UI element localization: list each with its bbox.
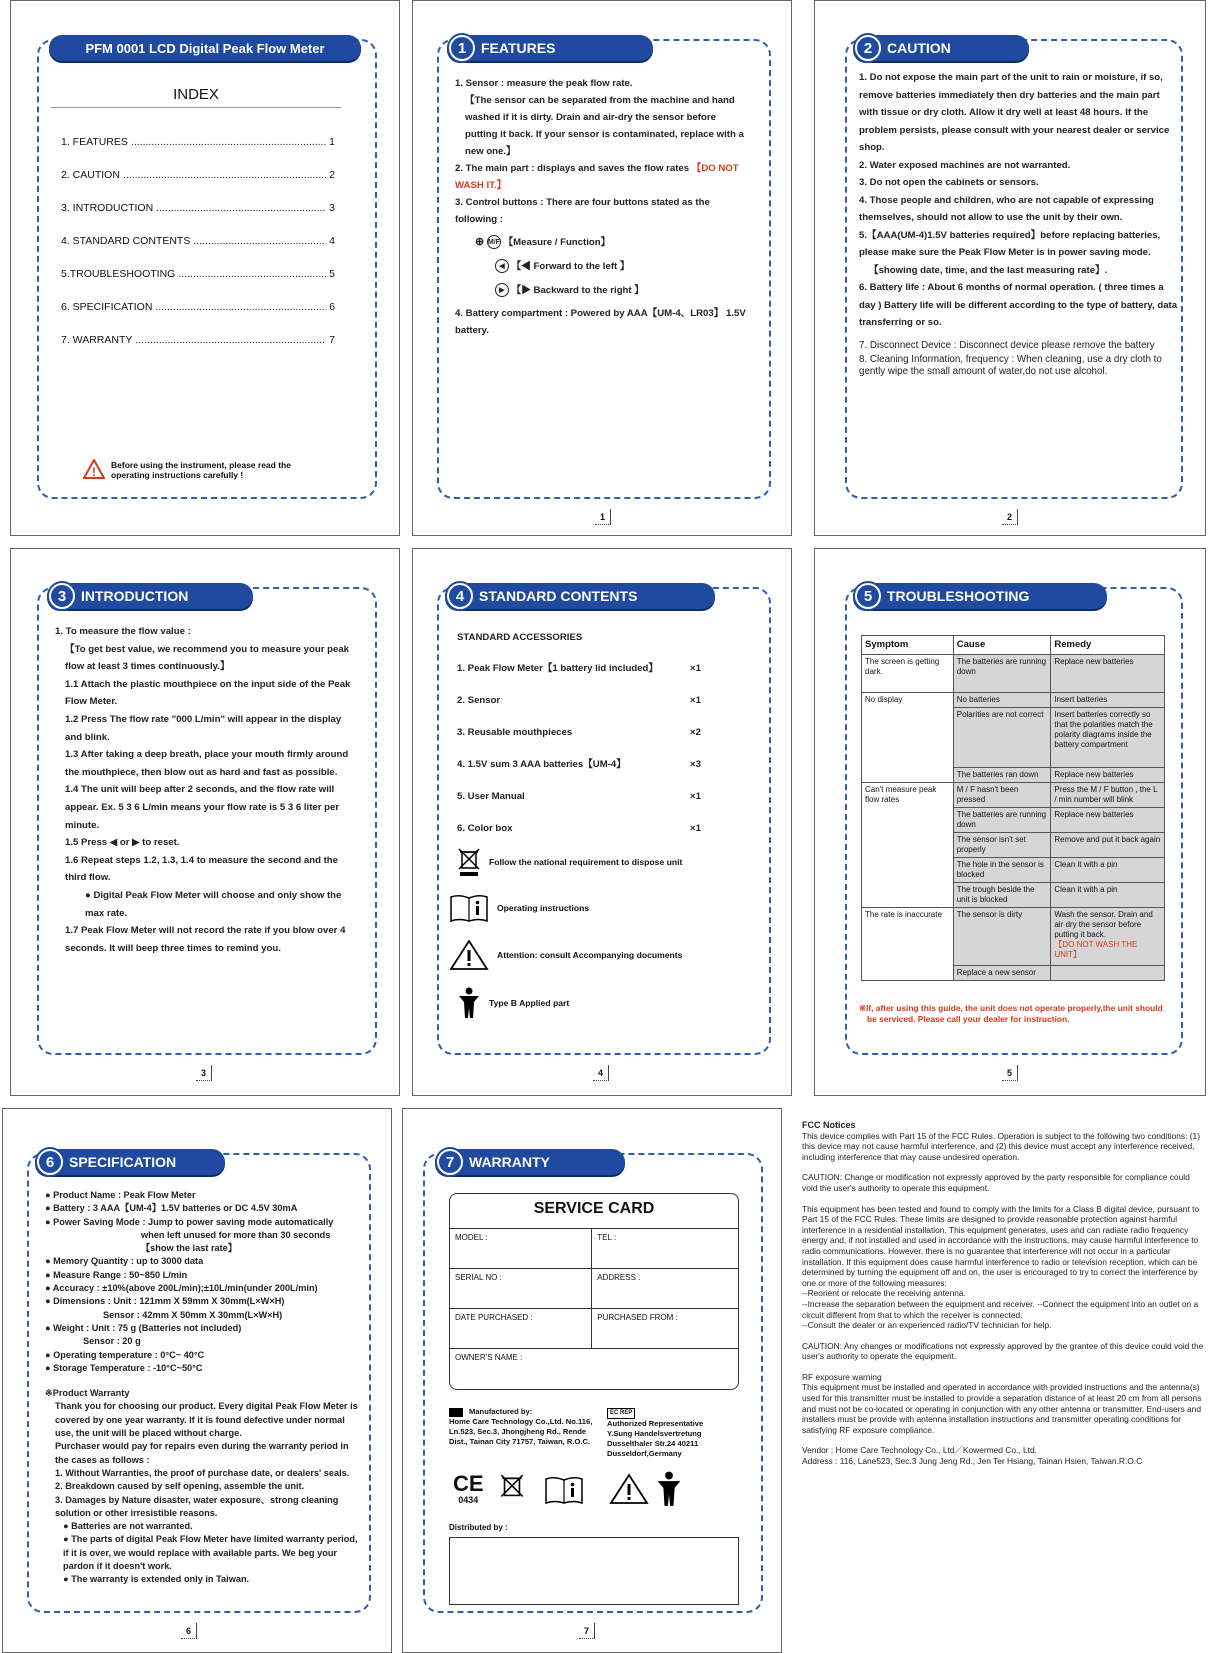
index-row[interactable]: 7. WARRANTY ..... 7 (61, 334, 335, 346)
index-page (10, 0, 400, 536)
content-item: 5. User Manual ×1 (457, 791, 701, 802)
svg-text:!: ! (92, 465, 96, 479)
left-button-icon: ◀ (495, 259, 509, 273)
spec-banner: 6 SPECIFICATION (35, 1149, 225, 1175)
fcc-notices: FCC Notices This device complies with Part 15 of the FCC Rules. Operation is subject to the following two conditions: (1) this device may not cause harmful interference, and (2) this device must accept any interference received, including interference that may cause undesired operation. CAUTION: Change or modification not expressly approved by the party responsible for compliance could void the user's authority to operate this equipment. This equipment has been tested and found to comply with the limits for a Class B digital device, pursuant to Part 15 of the FCC Rules. These limits are designed to provide reasonable protection against harmful interference in a residential installation. This equipment generates, uses and can radiate radio frequency energy and, if not installed and used in accordance with the instructions, may cause harmful interference to radio communications. However, there is no guarantee that interference will not occur in a particular installation. If this equipment does cause harmful interference to radio or television reception, which can be determined by turning the equipment off and on, the user is encouraged to try to correct the interference by one or more of the following measures: --Reorient or relocate the receiving antenna. --Increase the separation between the equipment and receiver. --Connect the equipment into an outlet on a circuit different from that to which the receiver is connected. --Consult the dealer or an experienced radio/TV technician for help. CAUTION: Any changes or modifications not expressly approved by the grantee of this device could void the user's authority to operate the equipment. RF exposure warning This equipment must be installed and operated in accordance with provided instructions and the antenna(s) used for this transmitter must be installed to provide a separation distance of at least 20 cm from all persons and must not be co-located or operating in conjunction with any other antenna or transmitter. End-users and installers must be provide with antenna installation instructions and transmitter operating conditions for satisfying RF exposure compliance. Vendor : Home Care Technology Co., Ltd／Kowermed Co., Ltd. Address : 116, Lane523, Sec.3 Jung Jeng Rd., Jen Ter Hsiang, Tainan Hsien, Taiwan.R.O.C (802, 1120, 1206, 1477)
troubleshooting-page (814, 548, 1206, 1096)
index-row[interactable]: 4. STANDARD CONTENTS ..... 4 (61, 235, 335, 247)
caution-banner: 2 CAUTION (853, 35, 1029, 61)
features-banner: 1 FEATURES (447, 35, 653, 61)
service-card (449, 1193, 739, 1390)
type-b-applied-part-icon (457, 987, 481, 1019)
table-row: The rate is inaccurate The sensor is dirty Wash the sensor. Drain and air dry the sensor before putting it back. 【DO NOT WASH THE UNIT】 (862, 908, 1165, 966)
introduction-page (10, 548, 400, 1096)
intro-banner: 3 INTRODUCTION (47, 583, 253, 609)
table-row: The hole in the sensor is blocked Clean it with a pin (862, 858, 1165, 883)
trouble-note: ※If, after using this guide, the unit does not operate properly,the unit should be serviced. Please call your dealer for instruction. (859, 1003, 1163, 1024)
trouble-banner: 5 TROUBLESHOOTING (853, 583, 1107, 609)
table-row: The batteries are running down Replace new batteries (862, 808, 1165, 833)
caution-page (814, 0, 1206, 536)
index-banner: PFM 0001 LCD Digital Peak Flow Meter (49, 35, 361, 61)
index-row[interactable]: 6. SPECIFICATION ..... 6 (61, 301, 335, 313)
table-row: Can't measure peak flow rates M / F hasn't been pressed Press the M / F button , the L / min number will blink (862, 783, 1165, 808)
contents-banner: 4 STANDARD CONTENTS (445, 583, 715, 609)
model-field[interactable]: MODEL : (450, 1229, 592, 1269)
content-item: 3. Reusable mouthpieces ×2 (457, 727, 701, 738)
symbol-list: Follow the national requirement to dispose unit Operating instructions Attention: consult Accompanying documents Type B Applied part (449, 847, 769, 1035)
warranty-page (402, 1108, 782, 1653)
factory-icon (449, 1408, 463, 1417)
table-row: No display No batteries Insert batteries (862, 693, 1165, 708)
trouble-table: Symptom Cause Remedy The screen is getting dark. The batteries are running down Replace new batteries No display No batteries Insert batteries Polarities are not correct Insert batteries correctly so that the polarities match the polarity diagrams inside the battery compartment The batteries ran down Replace new batteries Can't measure peak flow rates M / F hasn't been pressed Press the M / F button , the L / min number will blink The batteries are running down Replace new batteries The sensor isn't set properly Remove and put it back again The hole in the sensor is blocked Clean it with a pin The trough beside the unit is blocked Clean it with a pin The rate is inaccurate The sensor is dirty Wash the sensor. Drain and air dry the sensor before putting it back. 【DO NOT WASH THE UNIT】 Replace a new sensor (861, 635, 1165, 981)
purchased-from-field[interactable]: PURCHASED FROM : (592, 1309, 738, 1349)
attention-triangle-icon (609, 1473, 649, 1505)
index-row[interactable]: 3. INTRODUCTION ..... 3 (61, 202, 335, 214)
index-row[interactable]: 5.TROUBLESHOOTING ..... 5 (61, 268, 335, 280)
table-row: The sensor isn't set properly Remove and put it back again (862, 833, 1165, 858)
distributed-label: Distributed by : (449, 1523, 508, 1532)
spec-body: ● Product Name : Peak Flow Meter ● Battery : 3 AAA【UM-4】1.5V batteries or DC 4.5V 30mA ● Power Saving Mode : Jump to power saving mode automatically when left unused for more than 30 seconds 【show the last rate】 ● Memory Quantity : up to 3000 data ● Measure Range : 50~850 L/min ● Accuracy : ±10%(above 200L/min);±10L/min(under 200L/min) ● Dimensions : Unit : 121mm X 59mm X 30mm(L×W×H) Sensor : 42mm X 50mm X 30mm(L×W×H) ● Weight : Unit : 75 g (Batteries not included) Sensor : 20 g ● Operating temperature : 0°C~ 40°C ● Storage Temperature : -10°C~50°C ※Product Warranty Thank you for choosing our product. Every digital Peak Flow Meter is covered by one year warranty. If it is found defective under normal use, the unit will be placed without charge. Purchaser would pay for repairs even during the warranty period in the cases as follows : 1. Without Warranties, the proof of purchase date, or dealers' seals. 2. Breakdown caused by self opening, assemble the unit. 3. Damages by Nature disaster, water exposure、strong cleaning solution or other irresistible reasons. ● Batteries are not warranted. ● The parts of digital Peak Flow Meter have limited warranty period, if it is over, we would replace with available parts. We beg your pardon if it doesn't work. ● The warranty is extended only in Taiwan. (45, 1190, 358, 1585)
page-number: 7 (579, 1623, 595, 1639)
index-row[interactable]: 2. CAUTION ..... 2 (61, 169, 335, 181)
content-item: 1. Peak Flow Meter【1 battery lid included】 ×1 (457, 663, 701, 674)
page-number: 3 (196, 1065, 212, 1081)
table-row: Polarities are not correct Insert batteries correctly so that the polarities match the polarity diagrams inside the battery compartment (862, 708, 1165, 768)
page-number: 2 (1002, 509, 1018, 525)
caution-body: 1. Do not expose the main part of the unit to rain or moisture, if so, remove batteries immediately then dry batteries and the main part with tissue or dry cloth. Allow it dry well at least 48 hours. If the problem persists, please consult with your nearest dealer or service shop. 2. Water exposed machines are not warranted. 3. Do not open the cabinets or sensors. 4. Those people and children, who are not capable of expressing themselves, should not allow to use the unit by their own. 5.【AAA(UM-4)1.5V batteries required】before replacing batteries, please make sure the Peak Flow Meter is in power saving mode. 【showing date, time, and the last measuring rate】. 6. Battery life : About 6 months of normal operation. ( three times a day ) Battery life will be different according to the type of battery, data transferring or so. 7. Disconnect Device : Disconnect device please remove the battery 8. Cleaning Information, frequency : When cleaning, use a dry cloth to gently wipe the small amount of water,do not use alcohol. (859, 72, 1178, 377)
index-row[interactable]: 1. FEATURES ..... 1 (61, 136, 335, 148)
serial-field[interactable]: SERIAL NO : (450, 1269, 592, 1309)
page-number: 1 (595, 509, 611, 525)
date-field[interactable]: DATE PURCHASED : (450, 1309, 592, 1349)
ec-rep-block: EC REP Authorized Representative Y.Sung Handelsvertretung Dusselthaler Str.24 40211 Dusseldorf,Germany (607, 1410, 704, 1458)
manual-book-icon (449, 893, 489, 923)
warning-icon (83, 459, 105, 479)
specification-page (2, 1108, 392, 1653)
type-b-applied-part-icon (655, 1471, 683, 1507)
content-item: 4. 1.5V sum 3 AAA batteries【UM-4】 ×3 (457, 759, 701, 770)
ce-mark: CE 0434 (453, 1471, 484, 1505)
page-number: 6 (181, 1623, 197, 1639)
ec-rep-icon: EC REP (607, 1408, 635, 1419)
table-row: The screen is getting dark. The batteries are running down Replace new batteries (862, 655, 1165, 693)
index-warning: Before using the instrument, please read the operating instructions carefully ! (111, 460, 291, 480)
content-item: 6. Color box ×1 (457, 823, 701, 834)
index-list (61, 136, 335, 367)
features-page (412, 0, 792, 536)
tel-field[interactable]: TEL : (592, 1229, 738, 1269)
table-row: The batteries ran down Replace new batteries (862, 768, 1165, 783)
service-card-title: SERVICE CARD (533, 1200, 655, 1217)
content-item: 2. Sensor ×1 (457, 695, 701, 706)
weee-bin-icon (499, 1473, 525, 1505)
intro-body: 1. To measure the flow value : 【To get best value, we recommend you to measure your peak flow at least 3 times continuously.】 1.1 Attach the plastic mouthpiece on the input side of the Peak Flow Meter. 1.2 Press The flow rate "000 L/min" will appear in the display and blink. 1.3 After taking a deep breath, place your mouth firmly around the mouthpiece, then blow out as hard and fast as possible. 1.4 The unit will beep after 2 seconds, and the flow rate will appear. Ex. 5 3 6 L/min means your flow rate is 5 3 6 liter per minute. 1.5 Press ◀ or ▶ to reset. 1.6 Repeat steps 1.2, 1.3, 1.4 to measure the second and the third flow. ● Digital Peak Flow Meter will choose and only show the max rate. 1.7 Peak Flow Meter will not record the rate if you blow over 4 seconds. It will beep three times to remind you. (55, 626, 351, 954)
right-button-icon: ▶ (495, 283, 509, 297)
table-row: Replace a new sensor (862, 966, 1165, 981)
address-field[interactable]: ADDRESS : (592, 1269, 738, 1309)
service-card-fields (450, 1228, 738, 1389)
page-number: 4 (593, 1065, 609, 1081)
manufacturer-block: Manufactured by: Home Care Technology Co.,Ltd. No.116, Ln.523, Sec.3, Jhongjheng Rd., Rende Dist., Tainan City 71757, Taiwan, R.O.C. (449, 1407, 593, 1446)
features-body: 1. Sensor : measure the peak flow rate. 【The sensor can be separated from the machine and hand washed if it is dirty. Drain and air-dry the sensor before putting it back. If your sensor is contaminated, replace with a new one.】 2. The main part : displays and saves the flow rates 【DO NOT WASH IT.】 3. Control buttons : There are four buttons stated as the following : ⊕ M/F 【Measure / Function】 ◀ 【◀ Forward to the left 】 ▶ 【▶ Backward to the right 】 4. Battery compartment : Powered by AAA【UM-4、LR03】 1.5V battery. (455, 78, 746, 336)
owner-field[interactable]: OWNER'S NAME : (450, 1349, 738, 1389)
page-number: 5 (1002, 1065, 1018, 1081)
warranty-banner: 7 WARRANTY (435, 1149, 625, 1175)
index-title: INDEX (51, 86, 341, 108)
trouble-table-wrap (861, 635, 1165, 981)
attention-triangle-icon (449, 939, 489, 971)
distributor-box[interactable] (449, 1537, 739, 1605)
manual-book-icon (543, 1475, 585, 1505)
fcc-title: FCC Notices (802, 1120, 856, 1130)
contents-body: STANDARD ACCESSORIES 1. Peak Flow Meter【1 battery lid included】 ×1 2. Sensor ×1 3. Reusable mouthpieces ×2 4. 1.5V sum 3 AAA batteries【UM-4】 ×3 5. User Manual ×1 6. Color box ×1 (457, 629, 701, 852)
table-row: The trough beside the unit is blocked Clean it with a pin (862, 883, 1165, 908)
contents-page (412, 548, 792, 1096)
weee-bin-icon (457, 847, 481, 877)
